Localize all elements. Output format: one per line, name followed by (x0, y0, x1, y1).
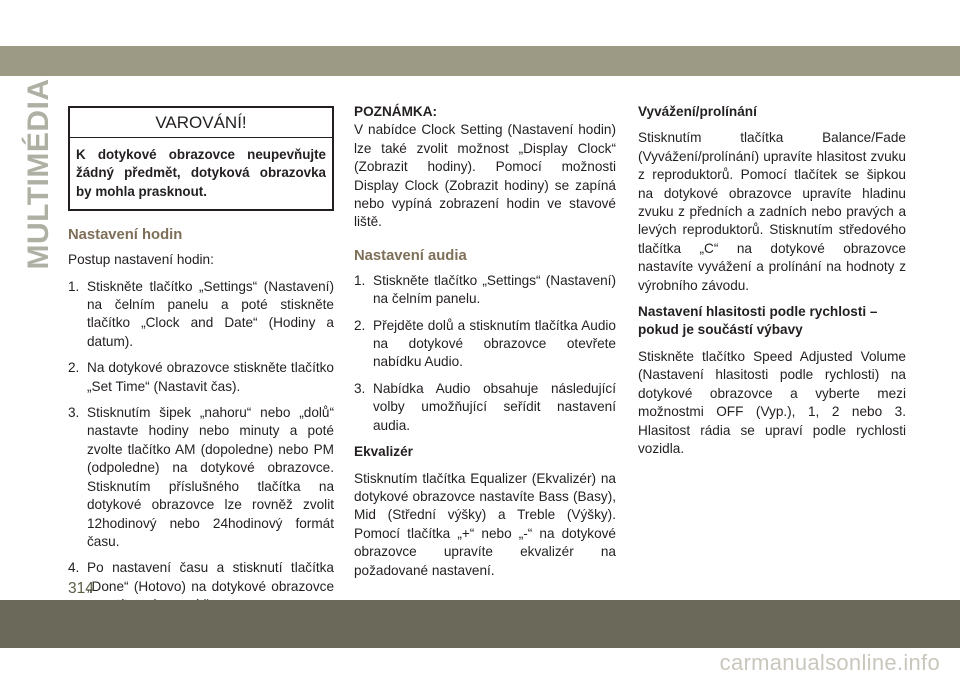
list-item (68, 278, 334, 352)
warning-title: VAROVÁNÍ! (70, 108, 332, 138)
section-tab (22, 78, 56, 270)
list-item (68, 404, 334, 551)
step-number: 3. (68, 405, 80, 421)
balance-title: Vyvážení/prolínání (638, 104, 757, 119)
clock-intro: Postup nastavení hodin: (68, 252, 214, 268)
equalizer-title: Ekvalizér (354, 444, 413, 460)
step-text: Po nastavení času a stisknutí tlačítka „Done“ (Hotovo) na dotykové obrazovce (87, 560, 334, 594)
note-title: POZNÁMKA: (354, 104, 438, 119)
clock-heading: Nastavení hodin (68, 227, 183, 244)
column-3 (638, 103, 906, 466)
balance-text: Stisknutím tlačítka Balance/Fade (Vyvážení/prolínání) upravíte hlasitost zvuku z reproduktorů. Pomocí tlačítek se šipkou na dotykové obrazovce upravíte hladinu zvuku z předních a zadních nebo pravých a levých reproduktorů. Stisknutím středového tlačítka „C“ na dotykové obrazovce nastavíte vyvážení a prolínání na hodnoty z výrobního závodu. (638, 130, 906, 293)
page-number: 314 (68, 580, 94, 597)
audio-heading: Nastavení audia (354, 247, 467, 264)
equalizer-text: Stisknutím tlačítka Equalizer (Ekvalizér) na dotykové obrazovce nastavíte Bass (Basy), Mid (Střední výšky) a Treble (Výšky). Pomocí tlačítka „+“ nebo „-“ na dotykové obrazovce upravíte ekvalizér na požadované nastavení. (354, 470, 616, 578)
step-number: 2. (68, 360, 80, 376)
warning-box (68, 106, 334, 211)
top-band (0, 46, 960, 76)
note-text: V nabídce Clock Setting (Nastavení hodin) lze také zvolit možnost „Display Clock“ (Zobrazit hodiny). Pomocí možnosti Display Clock (Zobrazit hodiny) se zapíná nebo vypíná zobrazení hodin ve stavové liště. (354, 122, 616, 230)
step-number: 2. (354, 317, 366, 333)
clock-steps (68, 278, 334, 615)
list-item (354, 272, 616, 309)
audio-steps (354, 272, 616, 435)
step-text: Stisknutím šipek „nahoru“ nebo „dolů“ nastavte hodiny nebo minuty a poté zvolte tlačítko AM (dopoledne) nebo PM (odpoledne) na dotykové obrazovce. Stisknutím příslušného tlačítka na dotykové obrazovce lze rovněž zvolit 12hodinový nebo 24hodinový formát času. (87, 405, 334, 549)
warning-text: K dotykové obrazovce neupevňujte žádný předmět, dotyková obrazovka by mohla prasknout. (76, 147, 326, 199)
list-item (68, 359, 334, 396)
step-text: Stiskněte tlačítko „Settings“ (Nastavení) na čelním panelu a poté stiskněte tlačítko „Clock and Date“ (Hodiny a datum). (87, 278, 334, 349)
step-text: Na dotykové obrazovce stiskněte tlačítko „Set Time“ (Nastavit čas). (87, 360, 334, 394)
list-item (354, 380, 616, 435)
step-number: 1. (68, 278, 80, 294)
step-number: 4. (68, 560, 80, 576)
step-text: Stiskněte tlačítko „Settings“ (Nastavení) na čelním panelu. (373, 272, 616, 307)
speed-volume-title: Nastavení hlasitosti podle rychlosti – pokud je součástí výbavy (638, 304, 878, 338)
watermark: carmanualsonline.info (719, 650, 940, 675)
speed-volume-text: Stiskněte tlačítko Speed Adjusted Volume (Nastavení hlasitosti podle rychlosti) na dotykové obrazovce a vyberte mezi možnostmi OFF (Vyp.), 1, 2 nebo 3. Hlasitost rádia se upraví podle rychlosti vozidla. (638, 348, 906, 456)
column-1 (68, 103, 334, 623)
section-tab-label: MULTIMÉDIA (22, 78, 55, 270)
step-number: 3. (354, 380, 366, 396)
step-text: Přejděte dolů a stisknutím tlačítka Audio na dotykové obrazovce otevřete nabídku Audio. (373, 317, 616, 370)
bottom-band (0, 600, 960, 648)
list-item (354, 317, 616, 372)
step-text: Nabídka Audio obsahuje následující volby umožňující seřídit nastavení audia. (373, 380, 616, 433)
column-2 (354, 103, 616, 588)
step-number: 1. (354, 272, 366, 288)
